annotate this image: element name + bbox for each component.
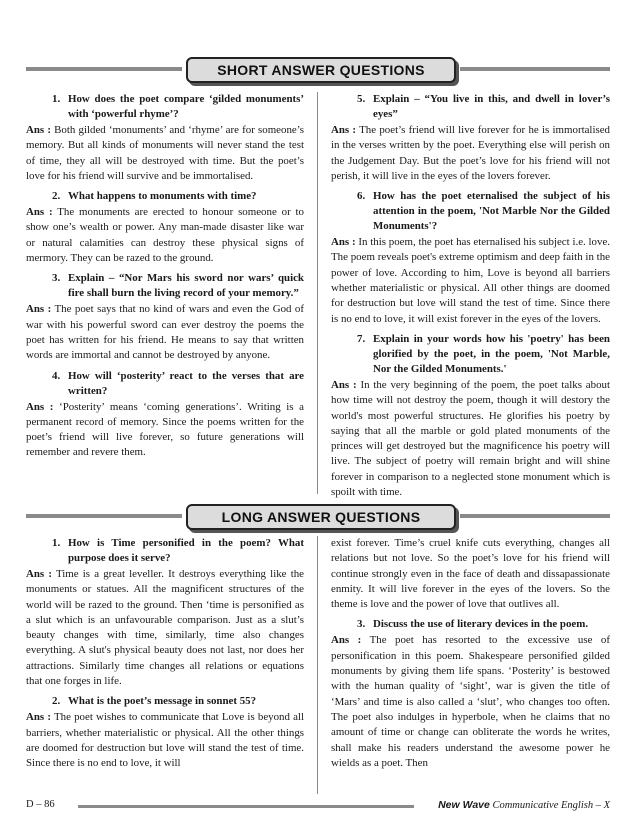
section-rule-left <box>26 67 182 71</box>
section-rule-left <box>26 514 182 518</box>
column-divider <box>317 92 318 494</box>
answer: Ans : The poet’s friend will live forever for he is immortalised in the verses written by the poet. Everything else will perish on the Judgement Day. But the poet’s love for his friend will not perish, it will live in the eyes of the lovers forever. <box>331 124 611 182</box>
answer: Ans : In this poem, the poet has eternalised his subject i.e. love. The poem reveals poet's extreme optimism and deep faith in the power of love. According to him, Love is beyond all barriers whether materialistic or physical. All other things are doomed for destruction but love will stand the test of time. Since there is no end to love, it will exist forever in the eyes of the lovers. <box>331 236 611 325</box>
answer: Ans : The poet says that no kind of wars and even the God of war with his powerful sword can ever destroy the poems the poet has written for his friend. He means to say that written words are immortal and cannot be destroyed by anyone. <box>26 303 305 362</box>
short-answer-section <box>0 92 638 499</box>
long-right-column <box>331 536 610 794</box>
section-rule-right <box>460 67 610 71</box>
short-answer-heading: SHORT ANSWER QUESTIONS <box>186 57 456 83</box>
column-divider <box>317 536 318 794</box>
question: 1. How does the poet compare ‘gilded monuments’ with ‘powerful rhyme’? <box>52 93 304 120</box>
answer: Ans : The monuments are erected to honour someone or to show one’s wealth or power. Any man-made disaster like war or natural calamities can destroy these physical signs of mermory. They can be razed to the ground. <box>26 206 304 265</box>
question: 5. Explain – “You live in this, and dwell in lover’s eyes” <box>357 93 610 120</box>
answer: Ans : In the very beginning of the poem, the poet talks about how time will not destroy the poem, though it will destory the world's most powerful structures. He glorifies his poetry by saying that all the marble or gold plated monuments of the princes will get destroyed but the magnificence his poetry will live. The subject of poetry will remain bright and will shine forever in comparison to a neglected stone monument which is spoilt with time. <box>331 378 610 499</box>
answer: Ans : Both gilded ‘monuments’ and ‘rhyme’ are for someone’s memory. But all kinds of monuments will never stand the test of time, they all will be destroyed with time. But the poet’s love for his friend will survive and be immortalised. <box>26 124 305 182</box>
question: 7. Explain in your words how his 'poetry' has been glorified by the poet, in the poem, 'Not Marble, Nor the Gilded Monuments.' <box>357 332 610 375</box>
qa-item <box>331 617 610 771</box>
brand-name: New Wave <box>438 799 490 811</box>
qa-item <box>26 189 304 266</box>
qa-item <box>331 332 610 500</box>
qa-item <box>331 189 610 327</box>
question: 1. How is Time personified in the poem? What purpose does it serve? <box>52 537 304 564</box>
section-rule-right <box>460 514 610 518</box>
question: 3. Explain – “Nor Mars his sword nor wars’ quick fire shall burn the living record of your memory.” <box>52 272 304 300</box>
answer: Ans : ‘Posterity’ means ‘coming generations’. Writing is a permanent record of memory. Since the poems written for the poet’s friend will live forever, so future generations will remember and revere them. <box>26 400 304 459</box>
short-right-column <box>331 92 611 499</box>
qa-item <box>26 92 304 184</box>
long-left-column <box>26 536 304 794</box>
answer-continuation: exist forever. Time’s cruel knife cuts everything, changes all relations but not love. So the poet’s love for his friend will continue strongly even in the face of death and dissapassionate enmity. It will live forever in the eyes of the lovers. So the theme is love and the power of love that outlives all. <box>331 537 610 611</box>
qa-item <box>26 694 304 771</box>
question: 2. What is the poet’s message in sonnet 55? <box>52 695 257 708</box>
question: 4. How will ‘posterity’ react to the verses that are written? <box>52 369 304 397</box>
book-subtitle: Communicative English – X <box>492 800 610 811</box>
footer-rule <box>78 805 414 808</box>
long-answer-heading: LONG ANSWER QUESTIONS <box>186 504 456 530</box>
answer: Ans : The poet wishes to communicate that Love is beyond all barriers, whether materialistic or physical. All the other things are doomed for destruction but love will stand the test of time. Since there is no end to love, it will <box>26 711 305 770</box>
book-title <box>438 799 610 811</box>
qa-item <box>26 536 304 689</box>
qa-item <box>26 271 304 363</box>
answer: Ans : Time is a great leveller. It destroys everything like the monuments or statues. All the magnificent structures of the world will be razed to the ground. Then ‘time is personified as a slut which is an unfavourable comparison. Just as a slut’s beauty changes with time, similarly, time also changes everything. A slut's physical beauty does not last, nor does her attractions. Similarly time changes all relations or equations that one forges in life. <box>26 568 304 688</box>
page-footer <box>26 799 610 815</box>
question: 2. What happens to monuments with time? <box>52 190 257 203</box>
question: 6. How has the poet eternalised the subject of his attention in the poem, 'Not Marble Nor the Gilded Monuments'? <box>357 190 610 233</box>
long-answer-section <box>0 536 638 794</box>
page-number: D – 86 <box>26 799 55 810</box>
question: 3. Discuss the use of literary devices in the poem. <box>357 618 589 631</box>
qa-item <box>331 92 610 184</box>
qa-item <box>26 369 304 461</box>
short-left-column <box>26 92 304 494</box>
answer: Ans : The poet has resorted to the excessive use of personification in this poem. Shakespeare personified gilded monuments by giving them life spans. ‘Posterity’ is bestowed with the human quality of ‘sight’, war is given the title of ‘Mars’ and time is also called a ‘slut’, who changes too often. The poet also indulges in hyperbole, when he claims that no amount of time or change can obliterate the words he writes, shall make his readers understand the awesome power he wields as a poet. Then <box>331 634 610 769</box>
